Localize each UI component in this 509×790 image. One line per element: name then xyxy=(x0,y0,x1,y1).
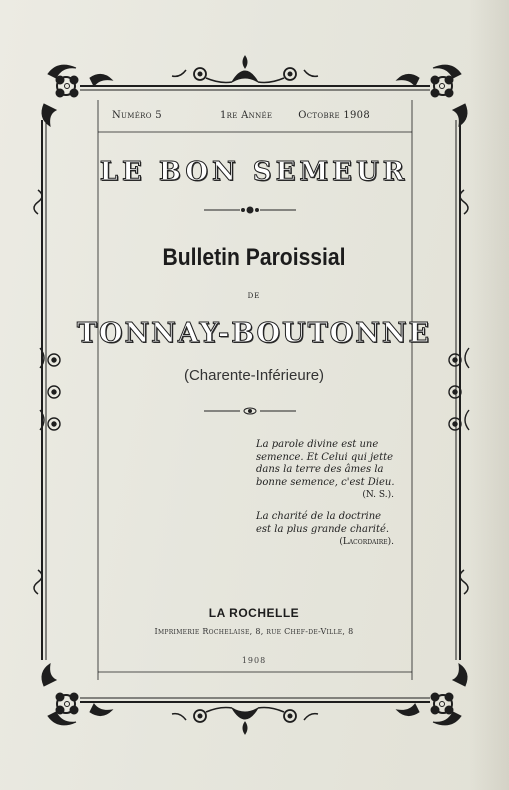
subtitle-connector: DE xyxy=(247,292,261,300)
imprint-printer: Imprimerie Rochelaise, 8, rue Chef-de-Ville, 8 xyxy=(154,627,354,636)
issue-header xyxy=(112,110,370,126)
divider-ornament-icon xyxy=(200,205,300,215)
parish-name: TONNAY-BOUTONNE xyxy=(76,318,432,349)
issue-date: Octobre 1908 xyxy=(298,110,370,121)
publication-title: LE BON SEMEUR xyxy=(99,157,409,187)
issue-number: Numéro 5 xyxy=(112,110,162,121)
imprint-city: LA ROCHELLE xyxy=(208,606,300,620)
floral-corner-ornament xyxy=(42,65,112,126)
imprint-year: 1908 xyxy=(241,656,267,665)
quote-line: bonne semence, c'est Dieu. xyxy=(256,476,395,488)
quote-line: dans la terre des âmes la xyxy=(256,464,384,475)
bulletin-subtitle: Bulletin Paroissial xyxy=(162,244,346,271)
quote-source: (Lacordaire). xyxy=(339,537,394,547)
epigraph-quote xyxy=(256,511,412,549)
quote-line: semence. Et Celui qui jette xyxy=(256,451,394,463)
quote-line: est la plus grande charité. xyxy=(256,523,390,535)
epigraph-quote xyxy=(256,439,412,502)
quote-line: La charité de la doctrine xyxy=(256,511,382,522)
region-name: (Charente-Inférieure) xyxy=(183,367,325,384)
divider-ornament-icon xyxy=(200,406,300,416)
issue-year: 1re Année xyxy=(220,110,273,121)
quote-line: La parole divine est une xyxy=(256,439,379,450)
floral-center-ornament xyxy=(172,56,318,83)
quote-source: (N. S.). xyxy=(362,490,394,500)
